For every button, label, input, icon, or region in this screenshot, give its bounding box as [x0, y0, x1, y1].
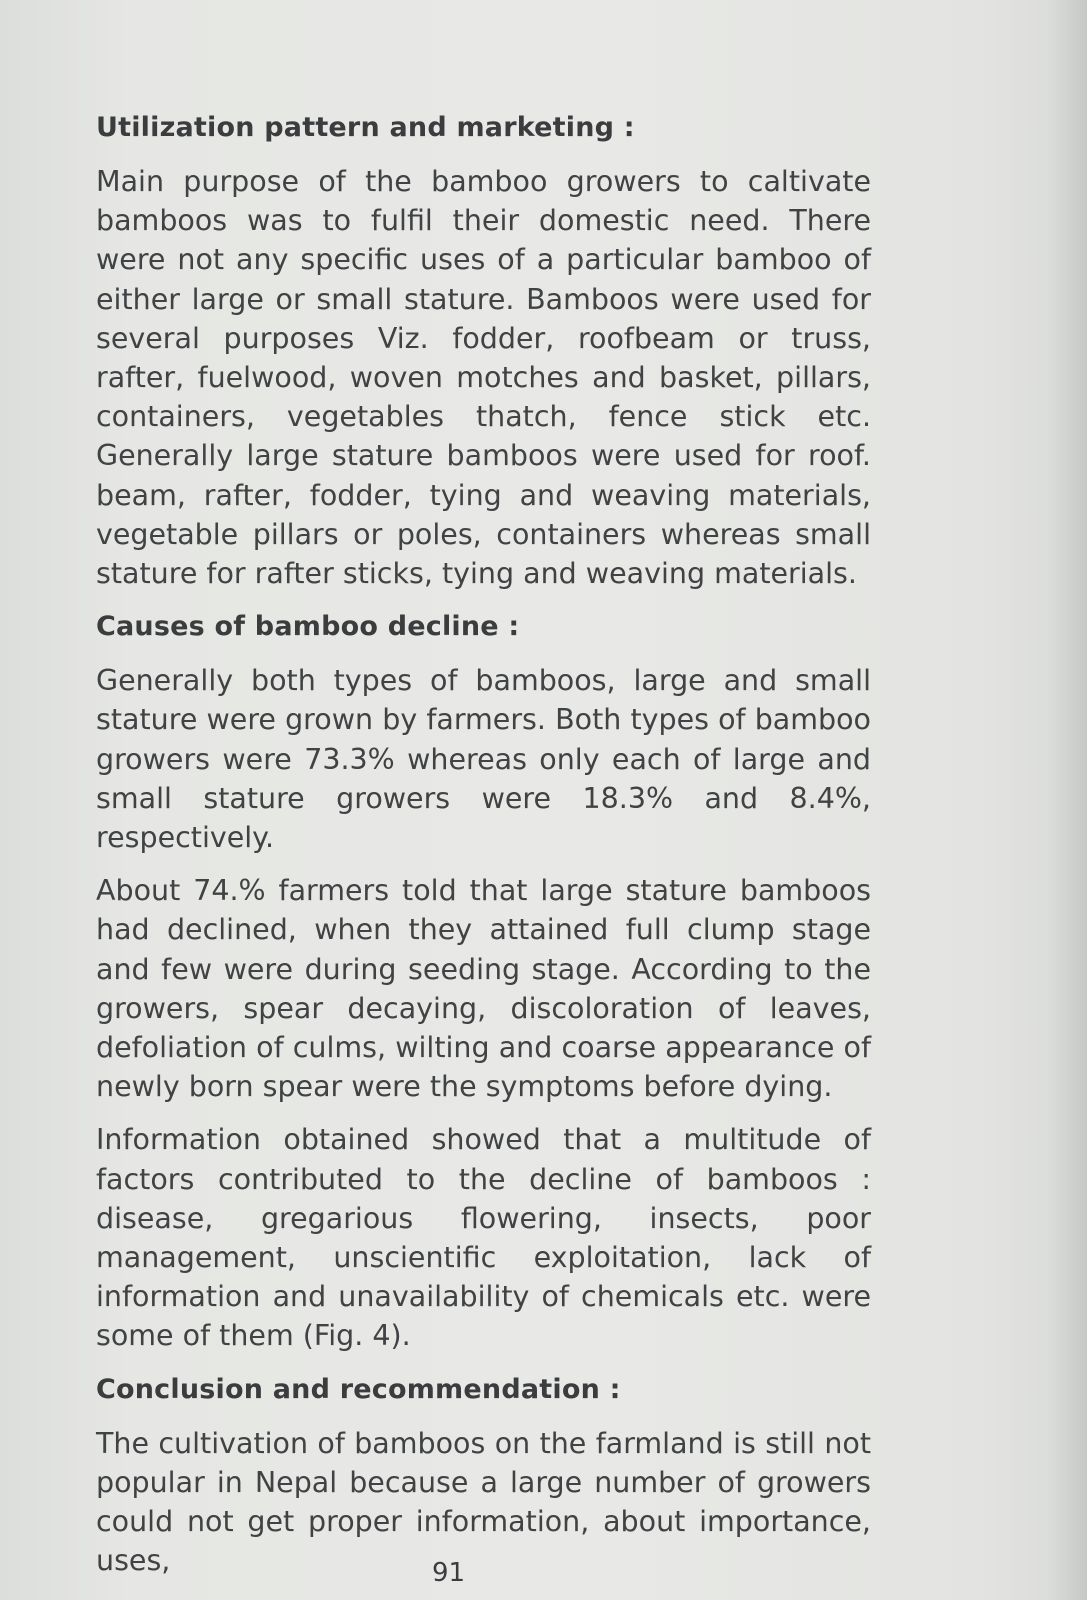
heading-conclusion: Conclusion and recommendation :: [96, 1373, 621, 1405]
paragraph-utilization: Main purpose of the bamboo growers to caltivate bamboos was to fulfil their domestic need. There were not any specific uses of a particular bamboo of either large or small stature. Bamboos were used for several purposes Viz. fodder, roofbeam or truss, rafter, fuelwood, woven motches and basket, pillars, containers, vegetables thatch, fence stick etc. Generally large stature bamboos were used for roof. beam, rafter, fodder, tying and weaving materials, vegetable pillars or poles, containers whereas small stature for rafter sticks, tying and weaving materials.: [96, 165, 871, 591]
heading-causes: Causes of bamboo decline :: [96, 611, 520, 643]
paragraph-causes-symptoms: About 74.% farmers told that large stature bamboos had declined, when they attained full clump stage and few were during seeding stage. According to the growers, spear decaying, discoloration of leaves, defoliation of culms, wilting and coarse appearance of newly born spear were the symptoms before dying.: [96, 874, 871, 1104]
heading-utilization: Utilization pattern and marketing :: [96, 112, 635, 143]
paragraph-causes-factors: Information obtained showed that a multitude of factors contributed to the decline of bamboos : disease, gregarious flowering, insects, poor management, unscientific exploitation, lack of information and unavailability of chemicals etc. were some of them (Fig. 4).: [96, 1123, 871, 1353]
document-body: [96, 108, 871, 1581]
page-edge-shadow: [1047, 0, 1087, 1600]
paragraph-causes-growers: Generally both types of bamboos, large and small stature were grown by farmers. Both types of bamboo growers were 73.3% whereas only each of large and small stature growers were 18.3% and 8.4%, respectively.: [96, 664, 871, 855]
paragraph-conclusion: The cultivation of bamboos on the farmland is still not popular in Nepal because a large number of growers could not get proper information, about importance, uses,: [96, 1426, 871, 1578]
page-number: 91: [432, 1558, 466, 1588]
